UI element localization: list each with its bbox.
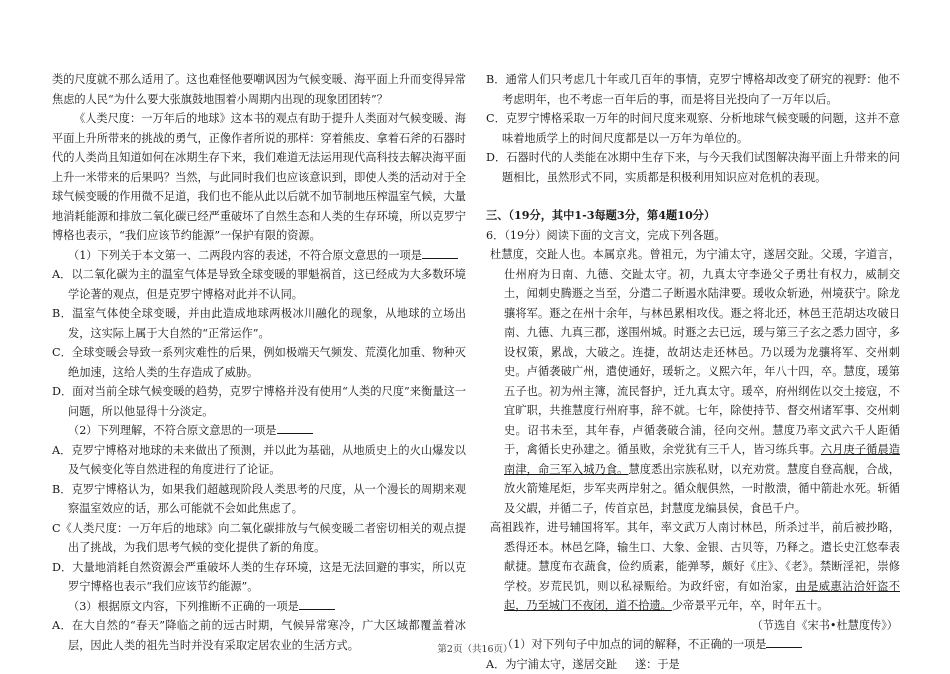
classical-passage: 杜慧度，交趾人也。本属京兆。曾祖元，为宁浦太守，遂居交趾。父瑗，字道言，仕州府为日南、九德、交趾太守。初，九真太守李逊父子勇壮有权力，威制交土，闻刺史腾遯之当至，分遣二子断遏水陆津要。瑗收众斩逊，州境获宁。除龙骧将军。遯之在州十余年，与林邑累相攻伐。遯之将北还，林邑王范胡达攻破日南、九德、九真三郡，遂围州城。时遯之去已远，瑗与第三子玄之悉力固守，多设权策，累战，大破之。连捷，故胡达走还林邑。乃以瑗为龙骧将军、交州刺史。卢循袭破广州，遣使通好，瑗斩之。义熙六年，年八十四，卒。慧度，瑗第五子也。初为州主簿，流民督护，迁九真太守。瑗卒，府州纲佐以交土接寇，不宜旷职，共推慧度行州府事，辞不就。七年，除使持节、督交州诸军事、交州刺史。诏书未至，其年春，卢循袭破合浦，径向交州。慧度乃率文武六千人距循于，禽循长史孙建之。循虽败，余党犹有三千人，皆习练兵事。六月庚子循晨造南津，命三军入城乃食。慧度悉出宗族私财，以充劝赏。慧度自登高舰，合战，放火箭雉尾炬，步军夹两岸射之。循众舰俱然，一时散溃，循中箭赴水死。斩循及父嘏，并循二子，传首京邑，封慧度龙编县侯，食邑千户。 <box>486 245 900 518</box>
question-option: A．为宁浦太守，遂居交趾 遂：于是 <box>486 655 900 674</box>
question-option: D．石器时代的人类能在冰期中生存下来，与今天我们试图解决海平面上升带来的问题相比，虽然形式不同，实质都是积极利用知识应对危机的表现。 <box>486 148 900 187</box>
answer-blank <box>422 246 458 259</box>
question-option: A．克罗宁博格对地球的未来做出了预测，并以此为基础，从地质史上的火山爆发以及气候变化等自然进程的角度进行了论证。 <box>52 441 466 480</box>
question-option: B．通常人们只考虑几十年或几百年的事情，克罗宁博格却改变了研究的视野：他不考虑明年，也不考虑一百年后的事，而是将目光投向了一万年以后。 <box>486 70 900 109</box>
question-option: A．在大自然的“春天”降临之前的远古时期，气候异常寒冷，广大区域都覆盖着冰层，因此人类的祖先当时并没有采取定居农业的生活方式。 <box>52 616 466 655</box>
question-option: A．以二氧化碳为主的温室气体是导致全球变暖的罪魁祸首，这已经成为大多数环境学论著的观点，但是克罗宁博格对此并不认同。 <box>52 265 466 304</box>
passage-paragraph: 类的尺度就不那么适用了。这也难怪他要嘲讽因为气候变暖、海平面上升而变得异常焦虑的人民“为什么要大张旗鼓地围着小周期内出现的现象团团转”？ <box>52 70 466 109</box>
question-stem: （1）下列关于本文第一、二两段内容的表述，不符合原文意思的一项是 <box>52 246 466 266</box>
question-option: B．温室气体使全球变暖，并由此造成地球两极冰川融化的现象，从地球的立场出发，这实际上属于大自然的“正常运作”。 <box>52 304 466 343</box>
question-stem: 6．（19分）阅读下面的文言文，完成下列各题。 <box>486 226 900 246</box>
right-column <box>486 70 900 674</box>
left-column <box>52 70 466 655</box>
passage-paragraph: 《人类尺度：一万年后的地球》这本书的观点有助于提升人类面对气候变暖、海平面上升所带来的挑战的勇气，正像作者所说的那样：穿着熊皮、拿着石斧的石器时代的人类尚且知道如何在冰期生存下来，我们难道无法运用现代高科技去解决海平面上升一米带来的后果吗？当然，与此同时我们也应该意识到，即使人类的活动对于全球气候变暖的作用微不足道，我们也不能从此以后就不加节制地压榨温室气候，大量地消耗能源和排放二氧化碳已经严重破坏了自然生态和人类的生存环境，所以克罗宁博格也表示，“我们应该节约能源”一保护有限的资源。 <box>52 109 466 246</box>
question-option: C．全球变暖会导致一系列灾难性的后果，例如极端天气频发、荒漠化加重、物种灭绝加速，这给人类的生存造成了威胁。 <box>52 343 466 382</box>
question-stem: （2）下列理解，不符合原文意思的一项是 <box>52 421 466 441</box>
question-stem: （1）对下列句子中加点的词的解释，不正确的一项是 <box>486 635 900 655</box>
question-option: B．克罗宁博格认为，如果我们超越现阶段人类思考的尺度，从一个漫长的周期来观察温室效应的话，那么可能就不会如此焦虑了。 <box>52 480 466 519</box>
section-heading: 三、（19分，其中1-3每题3分，第4题10分） <box>486 206 900 226</box>
classical-passage: 高祖践祚，进号辅国将军。其年，率文武万人南讨林邑，所杀过半，前后被抄略，悉得还本。林邑乞降，输生口、大象、金银、古贝等，乃释之。遣长史江悠奉表献捷。慧度布衣蔬食，俭约质素，能弹琴，颇好《庄》、《老》。禁断淫祀，崇修学校。岁荒民饥，则以私禄赈给。为政纤密，有如治家，由是威惠沾洽奸盗不起，乃至城门不夜闭，道不拾遗。少帝景平元年，卒，时年五十。 <box>486 518 900 616</box>
page-footer: 第2页（共16页） <box>0 641 950 655</box>
question-option: D．面对当前全球气候变暖的趋势，克罗宁博格并没有使用“人类的尺度”来衡量这一问题，所以他显得十分淡定。 <box>52 382 466 421</box>
answer-blank <box>299 597 335 610</box>
underlined-sentence: 由是威惠沾洽奸盗不起，乃至城门不夜闭，道不拾遗。 <box>504 580 900 613</box>
question-option: D．大量地消耗自然资源会严重破坏人类的生存环境，这是无法回避的事实，所以克罗宁博格也表示“我们应该节约能源”。 <box>52 558 466 597</box>
question-stem: （3）根据原文内容，下列推断不正确的一项是 <box>52 597 466 617</box>
underlined-sentence: 六月庚子循晨造南津，命三军入城乃食。 <box>504 443 900 476</box>
question-option: C《人类尺度：一万年后的地球》向二氧化碳排放与气候变暖二者密切相关的观点提出了挑战，为我们思考气候的变化提供了新的角度。 <box>52 519 466 558</box>
answer-blank <box>277 421 313 434</box>
question-option: C．克罗宁博格采取一万年的时间尺度来观察、分析地球气候变暖的问题，这并不意味着地质学上的时间尺度都是以一万年为单位的。 <box>486 109 900 148</box>
passage-source: （节选自《宋书•杜慧度传》） <box>486 616 900 636</box>
